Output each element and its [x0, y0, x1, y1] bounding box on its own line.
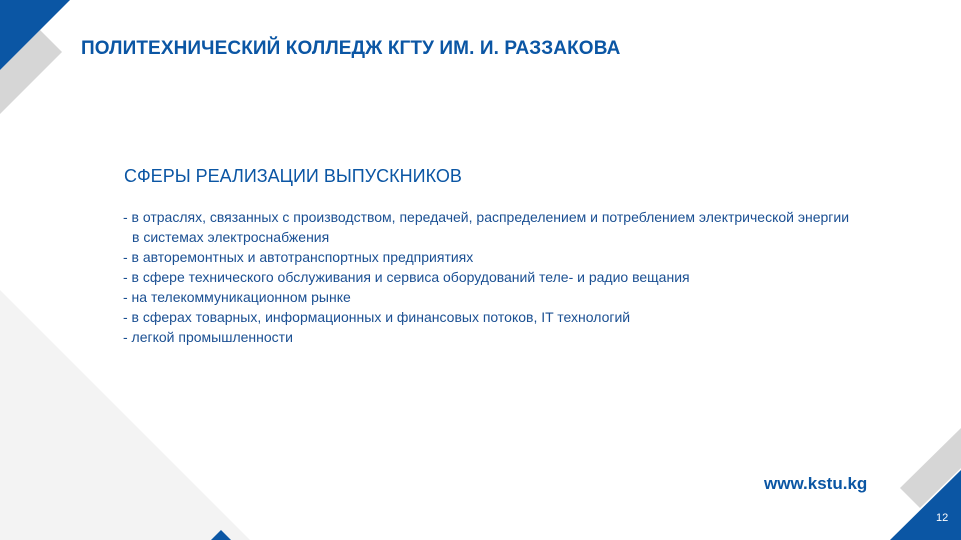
page-number: 12	[936, 512, 949, 524]
list-item	[123, 287, 923, 307]
list-item	[123, 207, 923, 247]
list-item	[123, 247, 923, 267]
section-title: СФЕРЫ РЕАЛИЗАЦИИ ВЫПУСКНИКОВ	[124, 166, 462, 186]
list-item	[123, 327, 923, 347]
header-title: ПОЛИТЕХНИЧЕСКИЙ КОЛЛЕДЖ КГТУ ИМ. И. РАЗЗАКОВА	[81, 38, 621, 59]
list-item	[123, 307, 923, 327]
list-item	[123, 267, 923, 287]
list-item-text: - на телекоммуникационном рынке	[123, 289, 351, 305]
list-item-text: - в авторемонтных и автотранспортных предприятиях	[123, 249, 474, 265]
list-item-text: - легкой промышленности	[123, 329, 293, 345]
list-item-text: - в сфере технического обслуживания и сервиса оборудований теле- и радио вещания	[123, 269, 690, 285]
list-item-text: - в сферах товарных, информационных и финансовых потоков, IT технологий	[123, 309, 631, 325]
website-link[interactable]: www.kstu.kg	[764, 474, 868, 493]
list-item-text: - в отраслях, связанных с производством, передачей, распределением и потреблением электрической энергии	[123, 209, 850, 225]
bullet-list	[123, 207, 923, 347]
list-item-continuation: в системах электроснабжения	[132, 229, 330, 245]
